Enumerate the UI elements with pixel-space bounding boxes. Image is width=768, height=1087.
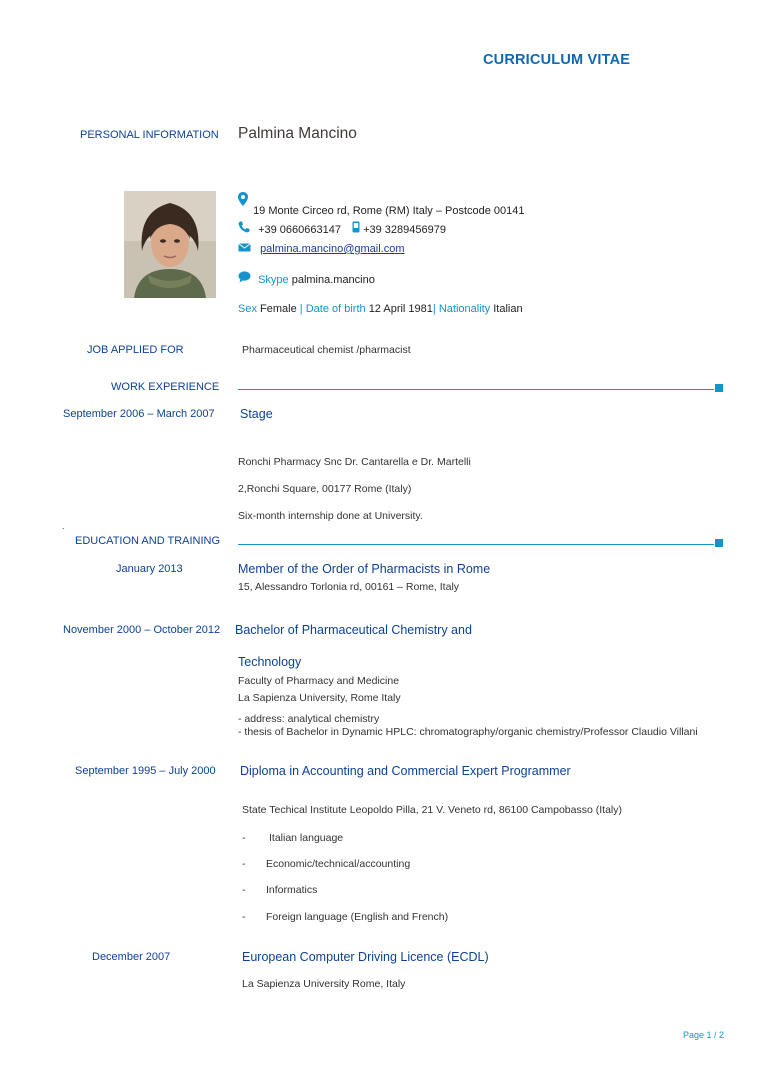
- edu-line-1: 15, Alessandro Torlonia rd, 00161 – Rome, Italy: [238, 581, 460, 593]
- bullet: -: [242, 884, 246, 896]
- mobile-phone-icon: [352, 221, 360, 236]
- job-applied-label: JOB APPLIED FOR: [87, 344, 184, 356]
- work-experience-heading: WORK EXPERIENCE: [111, 381, 220, 393]
- work-date: September 2006 – March 2007: [63, 408, 215, 420]
- bullet: -: [242, 911, 246, 923]
- address-row: [238, 192, 525, 217]
- email-row: [238, 243, 405, 255]
- edu-line-2a: Faculty of Pharmacy and Medicine: [238, 675, 400, 687]
- cv-title: CURRICULUM VITAE: [483, 52, 631, 68]
- dob-value: 12 April 1981: [368, 303, 433, 315]
- separator: |: [299, 303, 303, 315]
- edu-line-2c: - address: analytical chemistry: [238, 713, 380, 725]
- list-item: [242, 858, 411, 870]
- phone-icon: [238, 221, 250, 236]
- sex-label: Sex: [238, 303, 257, 315]
- skype-row: [238, 271, 375, 286]
- dob-label: Date of birth: [305, 303, 366, 315]
- work-description: Six-month internship done at University.: [238, 510, 423, 522]
- edu-date-4: December 2007: [92, 951, 171, 963]
- work-employer: Ronchi Pharmacy Snc Dr. Cantarella e Dr. Martelli: [238, 456, 471, 468]
- list-item-text: Informatics: [266, 884, 318, 896]
- list-item: [242, 911, 449, 923]
- page-number: Page 1 / 2: [683, 1030, 725, 1040]
- email-link[interactable]: palmina.mancino@gmail.com: [260, 243, 405, 255]
- education-heading: EDUCATION AND TRAINING: [75, 535, 221, 547]
- work-address: 2,Ronchi Square, 00177 Rome (Italy): [238, 483, 412, 495]
- list-item-text: Economic/technical/accounting: [266, 858, 411, 870]
- bullet: -: [242, 832, 246, 844]
- mobile-number: +39 3289456979: [363, 224, 446, 236]
- edu-title-3: Diploma in Accounting and Commercial Expert Programmer: [240, 764, 571, 778]
- list-item-text: Foreign language (English and French): [266, 911, 449, 923]
- edu-line-3: State Techical Institute Leopoldo Pilla, 21 V. Veneto rd, 86100 Campobasso (Italy): [242, 804, 622, 816]
- edu-title-2a: Bachelor of Pharmaceutical Chemistry and: [235, 623, 472, 637]
- stray-dot: .: [62, 521, 65, 531]
- skype-id: palmina.mancino: [291, 274, 375, 286]
- location-pin-icon: [238, 192, 248, 209]
- section-divider-square: [715, 539, 723, 547]
- nationality-value: Italian: [493, 303, 523, 315]
- job-applied-value: Pharmaceutical chemist /pharmacist: [242, 344, 411, 356]
- edu-date-1: January 2013: [116, 563, 183, 575]
- separator: |: [432, 303, 436, 315]
- skype-label: Skype: [258, 274, 289, 286]
- sex-value: Female: [260, 303, 297, 315]
- work-title: Stage: [240, 407, 273, 421]
- edu-title-4: European Computer Driving Licence (ECDL): [242, 950, 489, 964]
- email-icon: [238, 243, 251, 255]
- edu-line-4: La Sapienza University Rome, Italy: [242, 978, 406, 990]
- list-item-text: Italian language: [269, 832, 344, 844]
- personal-information-label: PERSONAL INFORMATION: [80, 129, 219, 141]
- bullet: -: [242, 858, 246, 870]
- edu-line-2d: - thesis of Bachelor in Dynamic HPLC: chromatography/organic chemistry/Professor Claudio Villani: [238, 726, 698, 738]
- phone-row: [238, 221, 446, 236]
- phone-number: +39 0660663147: [258, 224, 341, 236]
- section-divider-line: [238, 544, 714, 545]
- edu-title-2b: Technology: [238, 655, 302, 669]
- list-item: [242, 884, 318, 896]
- list-item: [242, 832, 344, 844]
- section-divider-line: [238, 389, 714, 390]
- edu-title-1: Member of the Order of Pharmacists in Rome: [238, 562, 491, 576]
- personal-details-row: [238, 303, 523, 315]
- section-divider-square: [715, 384, 723, 392]
- edu-date-3: September 1995 – July 2000: [75, 765, 216, 777]
- edu-line-2b: La Sapienza University, Rome Italy: [238, 692, 401, 704]
- edu-date-2: November 2000 – October 2012: [63, 624, 221, 636]
- address-text: 19 Monte Circeo rd, Rome (RM) Italy – Postcode 00141: [253, 205, 525, 217]
- profile-photo: [124, 191, 216, 298]
- person-name: Palmina Mancino: [238, 125, 357, 142]
- chat-bubble-icon: [238, 271, 251, 286]
- nationality-label: Nationality: [438, 303, 491, 315]
